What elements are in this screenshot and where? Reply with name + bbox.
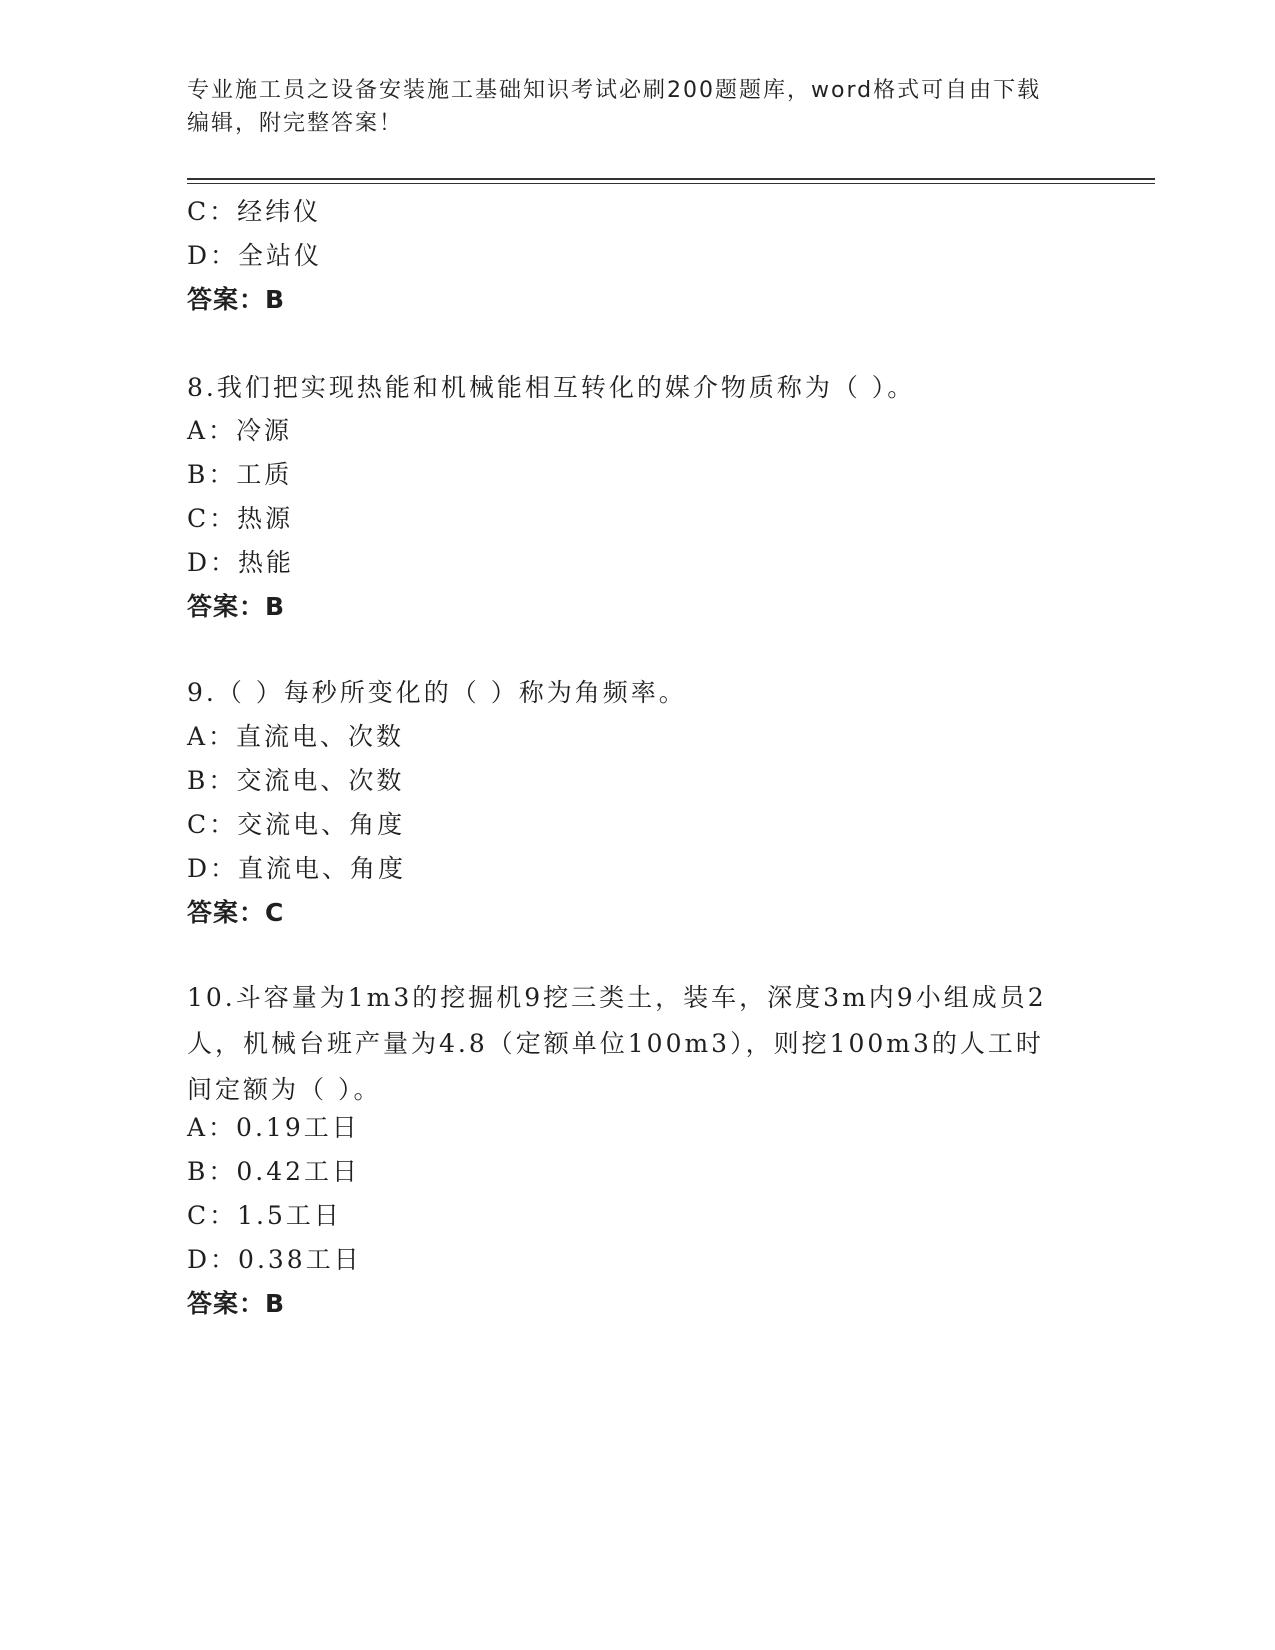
question-8-answer: 答案：B [187, 592, 286, 621]
question-8-option-b: B：工质 [187, 460, 293, 489]
question-8-option-c: C：热源 [187, 504, 294, 533]
question-9-answer: 答案：C [187, 898, 285, 927]
question-8-option-a: A：冷源 [187, 416, 293, 445]
question-10-option-b: B：0.42工日 [187, 1157, 361, 1186]
question-8-text: 8.我们把实现热能和机械能相互转化的媒介物质称为（ ）。 [187, 373, 916, 402]
header-title-line-1: 专业施工员之设备安装施工基础知识考试必刷200题题库，word格式可自由下载 [187, 78, 1042, 103]
question-10-option-c: C：1.5工日 [187, 1201, 342, 1230]
question-9-option-d: D：直流电、角度 [187, 854, 407, 883]
header-title-line-2: 编辑，附完整答案！ [187, 111, 404, 136]
question-9-option-c: C：交流电、角度 [187, 810, 406, 839]
answer-line: 答案：B [187, 285, 286, 314]
question-10-option-a: A：0.19工日 [187, 1113, 360, 1142]
question-8-option-d: D：热能 [187, 548, 295, 577]
document-header [187, 74, 1087, 140]
option-d: D：全站仪 [187, 241, 323, 270]
question-9-text: 9.（ ）每秒所变化的（ ）称为角频率。 [187, 678, 687, 707]
question-10-answer: 答案：B [187, 1289, 286, 1318]
question-9-option-a: A：直流电、次数 [187, 722, 405, 751]
question-10-option-d: D：0.38工日 [187, 1245, 362, 1274]
header-divider-thick [187, 178, 1155, 180]
question-9-option-b: B：交流电、次数 [187, 766, 405, 795]
option-c: C：经纬仪 [187, 197, 322, 226]
question-10-text: 10.斗容量为1m3的挖掘机9挖三类土，装车，深度3m内9小组成员2人，机械台班产量为4.8（定额单位100m3），则挖100m3的人工时间定额为（ ）。 [187, 983, 1047, 1104]
header-divider-thin [187, 183, 1155, 184]
